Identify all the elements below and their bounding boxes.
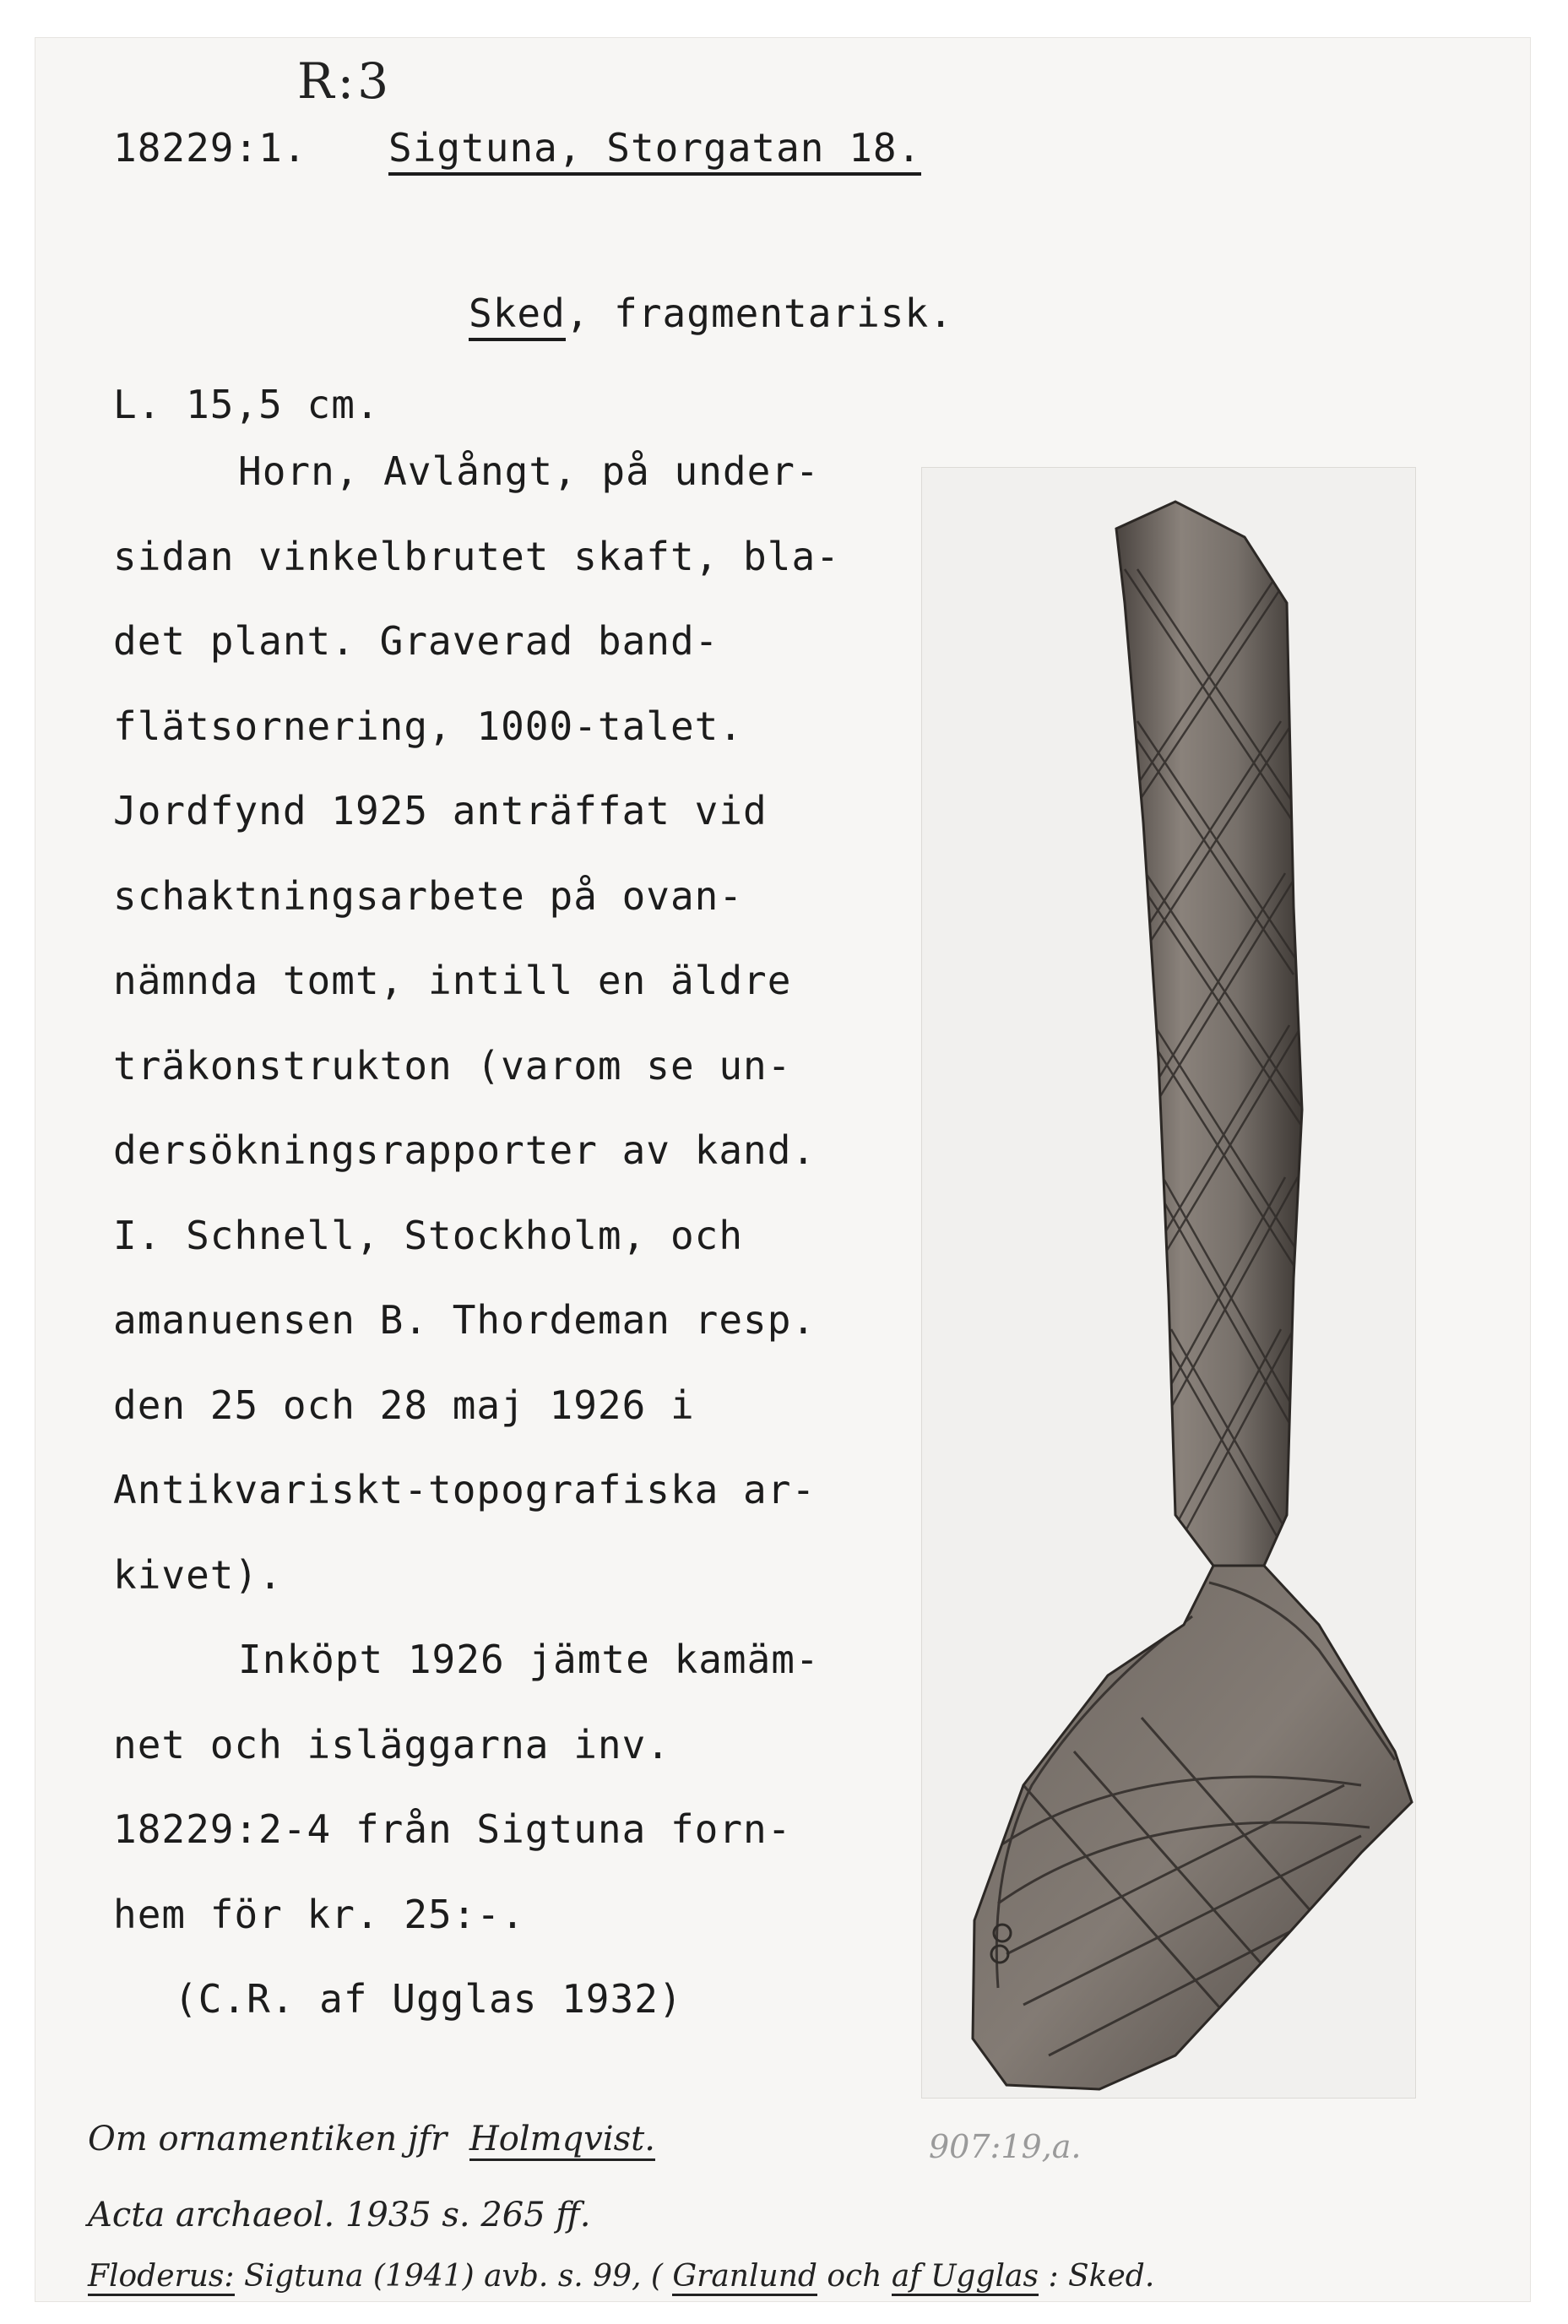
object-length: L. 15,5 cm. [113, 382, 380, 427]
description-line: amanuensen B. Thordeman resp. [113, 1297, 817, 1343]
description-line: Horn, Avlångt, på under- [238, 448, 820, 494]
annotation-line-3 [88, 2259, 1154, 2294]
description-line: (C.R. af Ugglas 1932) [174, 1976, 683, 2022]
description-line: Inköpt 1926 jämte kamäm- [238, 1637, 820, 1682]
description-line: dersökningsrapporter av kand. [113, 1127, 817, 1173]
description-line: Jordfynd 1925 anträffat vid [113, 788, 768, 833]
catalog-number: 18229:1. [113, 125, 307, 171]
corner-mark: R:3 [297, 52, 393, 110]
object-qualifier: , fragmentarisk. [565, 290, 953, 336]
description-line: net och isläggarna inv. [113, 1721, 670, 1767]
description-line: flätsornering, 1000-talet. [113, 703, 744, 749]
description-line: sidan vinkelbrutet skaft, bla- [113, 533, 840, 579]
annotation-text: Om ornamentiken jfr [88, 2120, 448, 2158]
description-line: hem för kr. 25:-. [113, 1891, 525, 1937]
object-photograph [921, 467, 1416, 2099]
annotation-author: Granlund [672, 2259, 817, 2296]
annotation-author: Floderus: [88, 2259, 235, 2296]
annotation-line-2: Acta archaeol. 1935 s. 265 ff. [88, 2196, 591, 2234]
object-name: Sked [469, 290, 566, 341]
annotation-text: : Sked. [1048, 2259, 1155, 2294]
pencil-reference: 907:19,a. [929, 2128, 1082, 2165]
description-line: 18229:2-4 från Sigtuna forn- [113, 1806, 792, 1852]
description-line: Antikvariskt-topografiska ar- [113, 1467, 817, 1512]
annotation-line-1 [88, 2120, 655, 2158]
description-line: I. Schnell, Stockholm, och [113, 1212, 744, 1258]
description-line: nämnda tomt, intill en äldre [113, 958, 792, 1003]
annotation-author: af Ugglas [892, 2259, 1039, 2296]
description-line: det plant. Graverad band- [113, 618, 719, 664]
annotation-text: och [827, 2259, 882, 2294]
find-place-text: Sigtuna, Storgatan 18. [388, 125, 921, 176]
spoon-handle [1116, 502, 1302, 1566]
spoon-image [922, 468, 1415, 2098]
description-line: den 25 och 28 maj 1926 i [113, 1382, 695, 1428]
find-place [388, 125, 921, 171]
description-text [113, 429, 924, 2042]
annotation-author: Holmqvist. [469, 2120, 655, 2161]
description-line: kivet). [113, 1551, 283, 1598]
annotation-text: Sigtuna (1941) avb. s. 99, ( [243, 2259, 663, 2294]
description-line: schaktningsarbete på ovan- [113, 872, 744, 919]
description-line: träkonstrukton (varom se un- [113, 1042, 792, 1089]
object-title [469, 290, 953, 336]
